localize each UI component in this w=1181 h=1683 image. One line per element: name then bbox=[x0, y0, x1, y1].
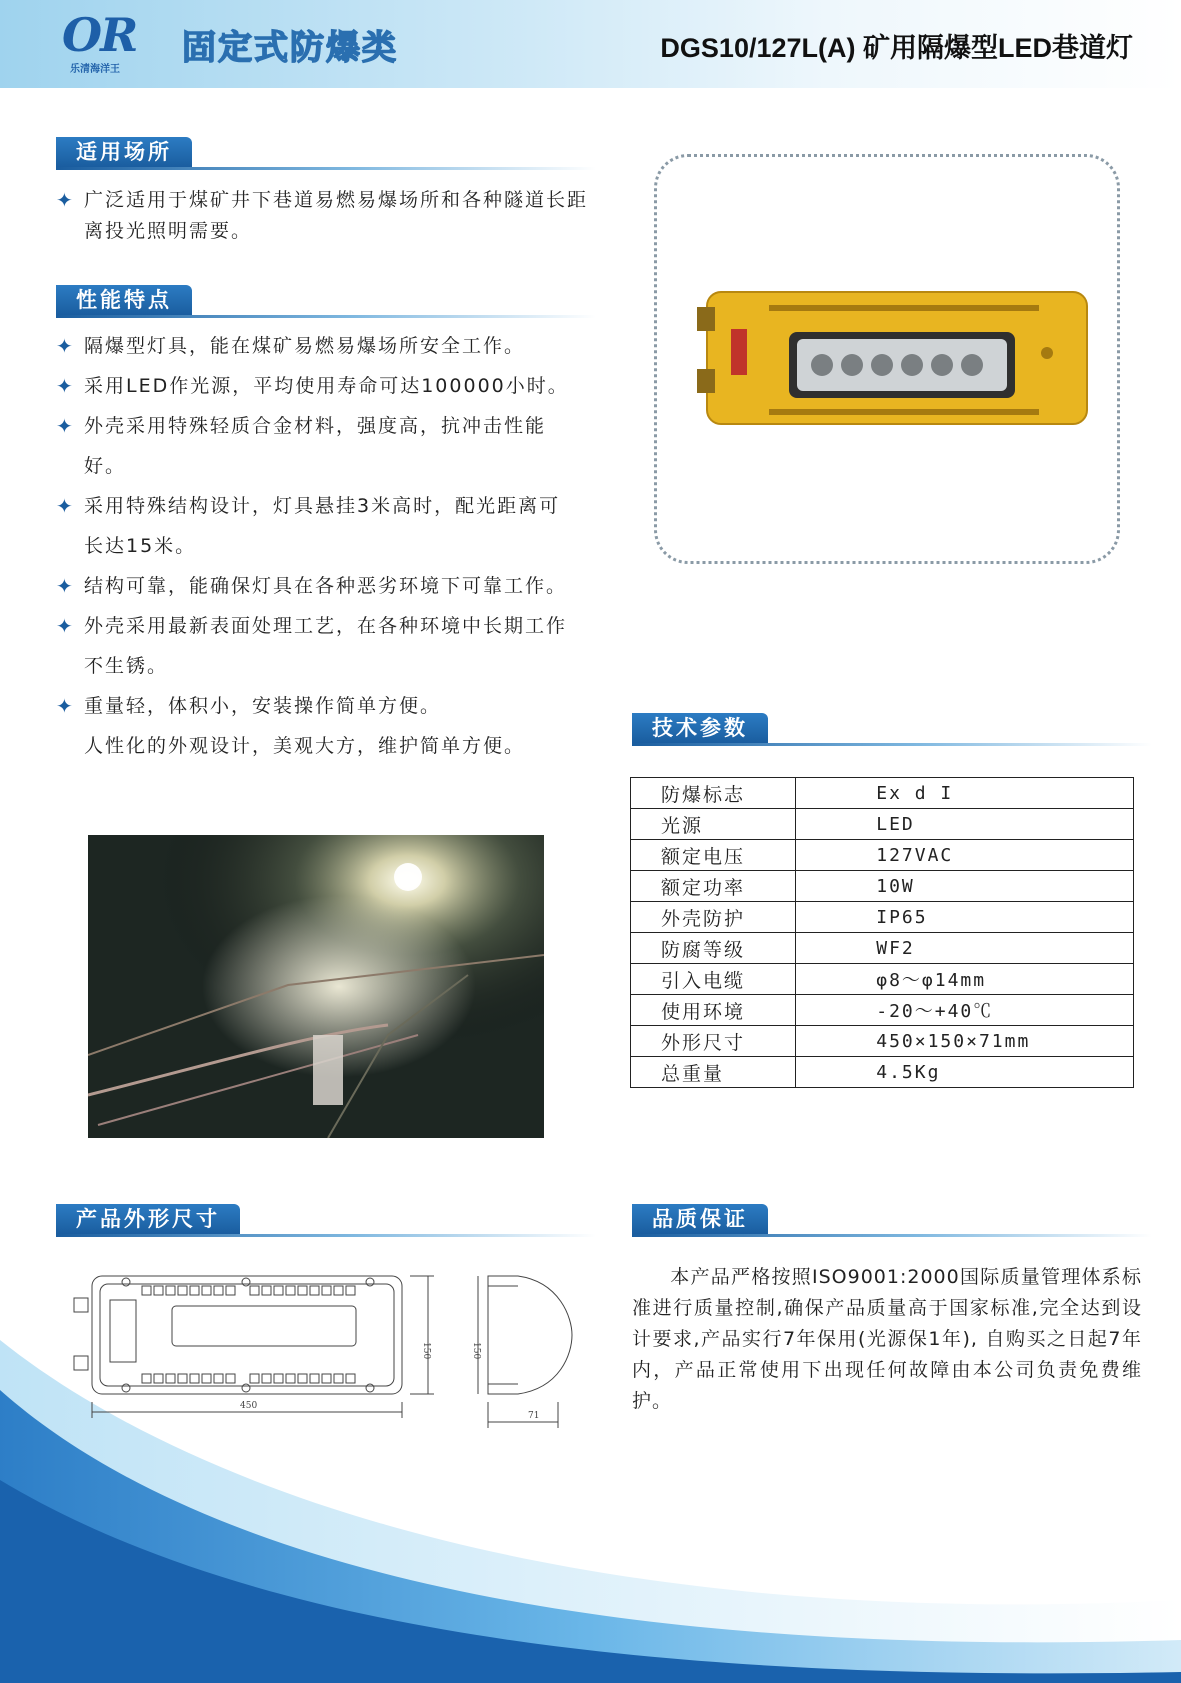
spec-label: 引入电缆 bbox=[631, 964, 796, 995]
list-item: 人性化的外观设计，美观大方，维护简单方便。 bbox=[84, 735, 526, 757]
spec-value: IP65 bbox=[796, 902, 1134, 933]
section-underline bbox=[632, 743, 1152, 746]
section-underline bbox=[56, 315, 596, 318]
product-title: DGS10/127L(A) 矿用隔爆型LED巷道灯 bbox=[660, 33, 1133, 63]
spec-value: Ex d I bbox=[796, 778, 1134, 809]
spec-label: 防爆标志 bbox=[631, 778, 796, 809]
applications-list bbox=[56, 185, 596, 247]
diamond-bullet-icon: ✦ bbox=[56, 614, 75, 638]
section-dimensions-header bbox=[56, 1204, 596, 1238]
dim-depth-label: 71 bbox=[528, 1411, 540, 1421]
section-title: 产品外形尺寸 bbox=[56, 1204, 240, 1234]
specs-table bbox=[630, 777, 1134, 1088]
section-features-header bbox=[56, 285, 596, 319]
table-row bbox=[631, 902, 1134, 933]
section-title: 品质保证 bbox=[632, 1204, 768, 1234]
spec-value: 10W bbox=[796, 871, 1134, 902]
spec-label: 总重量 bbox=[631, 1057, 796, 1088]
table-row bbox=[631, 1057, 1134, 1088]
spec-label: 额定电压 bbox=[631, 840, 796, 871]
dim-side-height-label: 150 bbox=[471, 1342, 481, 1360]
table-row bbox=[631, 995, 1134, 1026]
table-row bbox=[631, 840, 1134, 871]
company-logo-subtitle: 乐清海洋王 bbox=[70, 64, 120, 75]
product-image-frame bbox=[654, 154, 1120, 564]
list-item: ✦ 重量轻，体积小，安装操作简单方便。 bbox=[56, 686, 576, 726]
section-underline bbox=[56, 167, 596, 170]
features-list bbox=[56, 326, 576, 766]
dim-height-label: 150 bbox=[421, 1342, 431, 1360]
diamond-bullet-icon: ✦ bbox=[56, 694, 75, 718]
table-row bbox=[631, 933, 1134, 964]
section-title: 技术参数 bbox=[632, 713, 768, 743]
lamp-product-illustration bbox=[657, 157, 1117, 561]
spec-label: 外壳防护 bbox=[631, 902, 796, 933]
diamond-bullet-icon: ✦ bbox=[56, 494, 75, 518]
spec-value: 450×150×71mm bbox=[796, 1026, 1134, 1057]
diamond-bullet-icon: ✦ bbox=[56, 334, 75, 358]
section-underline bbox=[56, 1234, 596, 1237]
diamond-bullet-icon: ✦ bbox=[56, 574, 75, 598]
page-header bbox=[0, 0, 1181, 88]
spec-value: LED bbox=[796, 809, 1134, 840]
spec-value: WF2 bbox=[796, 933, 1134, 964]
section-specs-header bbox=[632, 713, 1152, 747]
category-title: 固定式防爆类 bbox=[182, 28, 398, 68]
tunnel-application-photo bbox=[88, 835, 544, 1138]
table-row bbox=[631, 809, 1134, 840]
spec-label: 外形尺寸 bbox=[631, 1026, 796, 1057]
list-item: ✦ 隔爆型灯具，能在煤矿易燃易爆场所安全工作。 bbox=[56, 326, 576, 366]
diamond-bullet-icon: ✦ bbox=[56, 188, 75, 212]
spec-label: 使用环境 bbox=[631, 995, 796, 1026]
spec-value: -20～+40℃ bbox=[796, 995, 1134, 1026]
diamond-bullet-icon: ✦ bbox=[56, 414, 75, 438]
quality-text: 本产品严格按照ISO9001:2000国际质量管理体系标准进行质量控制,确保产品质量高于国家标准,完全达到设计要求,产品实行7年保用(光源保1年), 自购买之日起7年内，产品正常使用下出现任何故障由本公司负责免费维护。 bbox=[632, 1266, 1142, 1412]
table-row bbox=[631, 871, 1134, 902]
company-logo: OR bbox=[62, 8, 137, 62]
spec-label: 光源 bbox=[631, 809, 796, 840]
dim-length-label: 450 bbox=[240, 1401, 258, 1411]
list-item: ✦ 外壳采用最新表面处理工艺，在各种环境中长期工作不生锈。 bbox=[56, 606, 576, 686]
spec-label: 额定功率 bbox=[631, 871, 796, 902]
table-row bbox=[631, 964, 1134, 995]
table-row bbox=[631, 1026, 1134, 1057]
spec-value: 4.5Kg bbox=[796, 1057, 1134, 1088]
list-item: ✦ 结构可靠，能确保灯具在各种恶劣环境下可靠工作。 bbox=[56, 566, 576, 606]
list-item: ✦ 外壳采用特殊轻质合金材料，强度高，抗冲击性能好。 bbox=[56, 406, 576, 486]
section-title: 适用场所 bbox=[56, 137, 192, 167]
dimension-drawing bbox=[70, 1262, 590, 1432]
section-quality-header bbox=[632, 1204, 1152, 1238]
section-title: 性能特点 bbox=[56, 285, 192, 315]
tunnel-photo-illustration bbox=[88, 835, 544, 1138]
spec-value: φ8～φ14mm bbox=[796, 964, 1134, 995]
diamond-bullet-icon: ✦ bbox=[56, 374, 75, 398]
spec-label: 防腐等级 bbox=[631, 933, 796, 964]
list-item: ✦ 广泛适用于煤矿井下巷道易燃易爆场所和各种隧道长距离投光照明需要。 bbox=[56, 185, 596, 247]
list-item: ✦ 采用特殊结构设计，灯具悬挂3米高时，配光距离可长达15米。 bbox=[56, 486, 576, 566]
table-row bbox=[631, 778, 1134, 809]
list-item: ✦ 采用LED作光源，平均使用寿命可达100000小时。 bbox=[56, 366, 576, 406]
section-underline bbox=[632, 1234, 1152, 1237]
spec-value: 127VAC bbox=[796, 840, 1134, 871]
section-applications-header bbox=[56, 137, 596, 171]
